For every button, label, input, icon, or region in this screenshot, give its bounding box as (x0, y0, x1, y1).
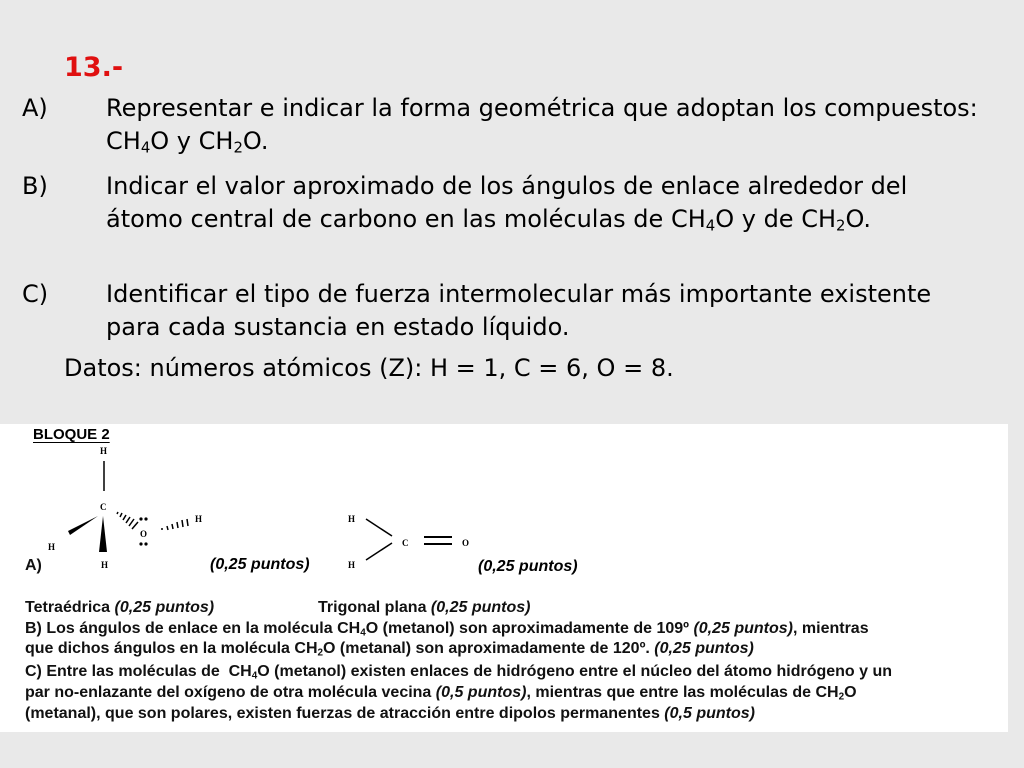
atom-c-methanal: C (402, 538, 409, 548)
answer-line: (metanal), que son polares, existen fuerzas de atracción entre dipolos permanentes (0,5 puntos) (25, 705, 755, 722)
answer-line: B) Los ángulos de enlace en la molécula $CH_4O$ (metanol) son aproximadamente de 109º (0,25 puntos), mientras (25, 620, 869, 639)
methanal-structure (348, 514, 469, 570)
data-line: Datos: números atómicos (Z): H = 1, C = 6, O = 8. (64, 354, 674, 382)
atom-h-upper: H (348, 514, 356, 524)
part-a-label: A) (25, 557, 42, 574)
question-item-b (22, 170, 986, 236)
shape-methanol: Tetraédrica (0,25 puntos) (25, 599, 215, 616)
item-text: Indicar el valor aproximado de los ángulos de enlace alrededor del átomo central de carbono en las moléculas de $CH_4O$ y de $CH_2O$. (106, 172, 908, 235)
item-label: B) (22, 172, 48, 200)
question-number: 13.- (64, 52, 124, 83)
item-label: C) (22, 280, 49, 308)
methanol-structure (48, 446, 202, 570)
atom-h-left: H (48, 542, 56, 552)
hashed-bond-c-o (117, 512, 138, 529)
atom-o-methanal: O (462, 538, 470, 548)
wedge-bond-down (99, 516, 107, 552)
item-text: Representar e indicar la forma geométrica que adoptan los compuestos: $CH_4O$ y $CH_2O$. (106, 94, 978, 157)
shape-methanal: Trigonal plana (0,25 puntos) (318, 599, 531, 616)
question-item-c (22, 278, 986, 344)
question-item-a (22, 92, 986, 158)
wedge-bond-left (68, 516, 98, 535)
atom-h-bottom: H (101, 560, 109, 570)
atom-c-methanol: C (100, 502, 107, 512)
item-text: Identificar el tipo de fuerza intermolecular más importante existente para cada sustancia en estado líquido. (106, 280, 932, 341)
block-title: BLOQUE 2 (33, 426, 110, 443)
hashed-bond-o-h (162, 519, 188, 530)
atom-h-lower: H (348, 560, 356, 570)
item-label: A) (22, 94, 48, 122)
atom-o-methanol: O (140, 529, 148, 539)
answer-line: par no-enlazante del oxígeno de otra molécula vecina (0,5 puntos), mientras que entre las moléculas de $CH_2O$ (25, 684, 857, 703)
answer-panel (0, 424, 1008, 732)
atom-h-top: H (100, 446, 108, 456)
atom-h-right: H (195, 514, 203, 524)
points-methanal: (0,25 puntos) (478, 558, 578, 575)
answer-line: C) Entre las moléculas de $CH_4O$ (metanol) existen enlaces de hidrógeno entre el núcleo del átomo hidrógeno y un (25, 663, 893, 682)
answer-line: que dichos ángulos en la molécula $CH_2O$ (metanal) son aproximadamente de 120º. (0,25 puntos) (25, 640, 754, 659)
points-methanol: (0,25 puntos) (210, 556, 310, 573)
